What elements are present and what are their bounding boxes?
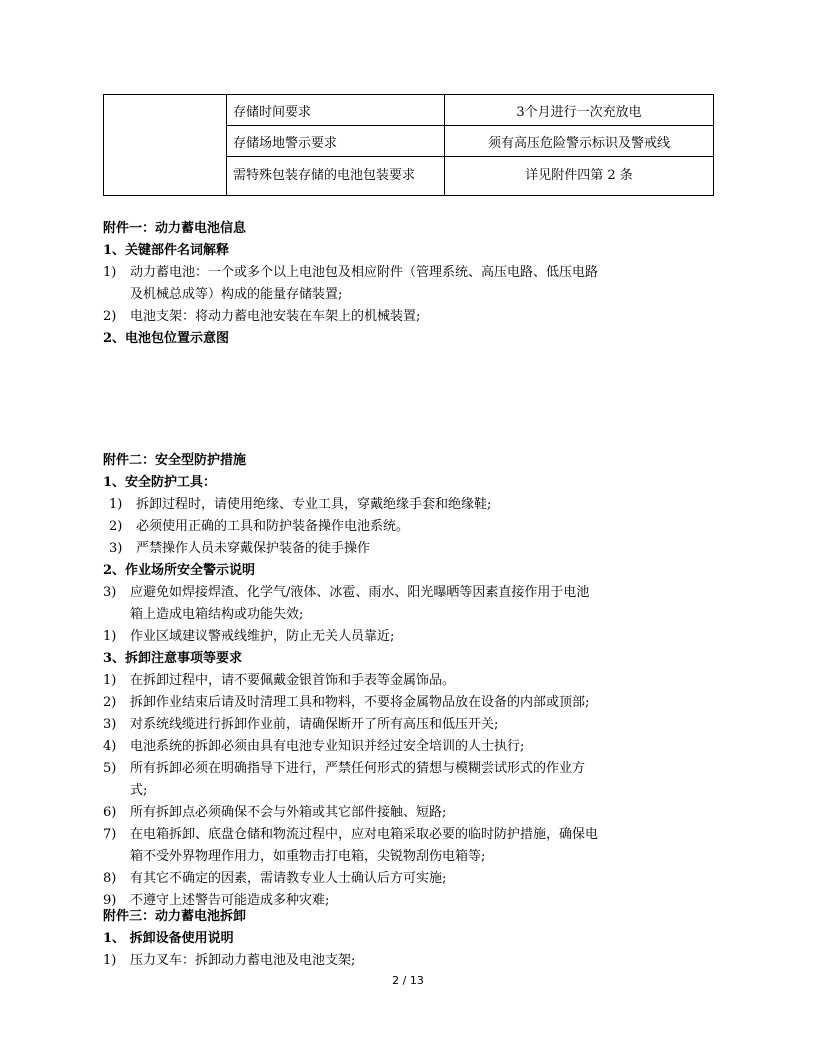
list-item (103, 950, 715, 972)
list-number: 8) (103, 871, 117, 886)
attachment-1-title: 附件一：动力蓄电池信息 (103, 221, 247, 236)
list-number: 4) (103, 739, 117, 754)
section-heading: 1、关键部件名词解释 (103, 243, 230, 258)
list-item (103, 306, 715, 328)
list-item (103, 824, 715, 846)
table-cell-empty (104, 95, 227, 196)
attachment-2-title: 附件二：安全型防护措施 (103, 453, 247, 468)
list-number: 1) (109, 497, 123, 512)
table-cell-value: 须有高压危险警示标识及警戒线 (445, 126, 714, 157)
list-number: 2) (103, 309, 117, 324)
section-heading: 2、作业场所安全警示说明 (103, 563, 256, 578)
list-text: 电池支架：将动力蓄电池安装在车架上的机械装置; (130, 309, 421, 324)
storage-requirements-table (103, 94, 714, 196)
table-cell-label: 存储场地警示要求 (227, 126, 445, 157)
list-number: 2) (109, 519, 123, 534)
list-text: 在电箱拆卸、底盘仓储和物流过程中，应对电箱采取必要的临时防护措施，确保电 (130, 827, 599, 842)
list-item-continuation: 箱不受外界物理作用力，如重物击打电箱，尖锐物刮伤电箱等; (130, 849, 486, 864)
table-cell-value: 详见附件四第 2 条 (445, 157, 714, 196)
list-item-continuation: 式; (130, 783, 148, 798)
list-number: 6) (103, 805, 117, 820)
list-text: 电池系统的拆卸必须由具有电池专业知识并经过安全培训的人士执行; (130, 739, 525, 754)
list-number: 1) (103, 673, 117, 688)
list-text: 必须使用正确的工具和防护装备操作电池系统。 (136, 519, 410, 534)
list-text: 所有拆卸点必须确保不会与外箱或其它部件接触、短路; (130, 805, 447, 820)
attachment-2-section (103, 450, 715, 912)
list-item (103, 494, 715, 516)
section-heading: 1、安全防护工具： (103, 475, 217, 490)
list-item (103, 670, 715, 692)
list-text: 动力蓄电池：一个或多个以上电池包及相应附件（管理系统、高压电路、低压电路 (130, 265, 599, 280)
list-number: 7) (103, 827, 117, 842)
section-heading: 3、拆卸注意事项等要求 (103, 651, 243, 666)
list-number: 1) (103, 265, 117, 280)
list-text: 拆卸过程时，请使用绝缘、专业工具，穿戴绝缘手套和绝缘鞋; (136, 497, 492, 512)
list-item (103, 802, 715, 824)
list-item (103, 692, 715, 714)
list-number: 3) (103, 585, 117, 600)
table-cell-label: 存储时间要求 (227, 95, 445, 126)
list-text: 拆卸作业结束后请及时清理工具和物料，不要将金属物品放在设备的内部或顶部; (130, 695, 590, 710)
list-number: 3) (109, 541, 123, 556)
list-number: 1) (103, 953, 117, 968)
list-text: 作业区域建议警戒线维护，防止无关人员靠近; (130, 629, 395, 644)
list-text: 不遵守上述警告可能造成多种灾难; (130, 893, 330, 908)
list-item (103, 868, 715, 890)
attachment-3-title: 附件三：动力蓄电池拆卸 (103, 909, 247, 924)
table-row (104, 95, 714, 126)
list-item (103, 736, 715, 758)
attachment-1-section (103, 218, 715, 350)
list-item (103, 262, 715, 284)
list-item (103, 758, 715, 780)
list-item-continuation: 箱上造成电箱结构或功能失效; (130, 607, 304, 622)
list-number: 2) (103, 695, 117, 710)
list-item-continuation: 及机械总成等）构成的能量存储装置; (130, 287, 343, 302)
list-item (103, 714, 715, 736)
list-number: 3) (103, 717, 117, 732)
section-heading: 1、 拆卸设备使用说明 (103, 931, 234, 946)
list-number: 9) (103, 893, 117, 908)
section-heading: 2、电池包位置示意图 (103, 331, 230, 346)
list-text: 在拆卸过程中，请不要佩戴金银首饰和手表等金属饰品。 (130, 673, 456, 688)
list-item (103, 538, 715, 560)
list-text: 对系统线缆进行拆卸作业前，请确保断开了所有高压和低压开关; (130, 717, 499, 732)
list-number: 1) (103, 629, 117, 644)
list-item (103, 626, 715, 648)
list-text: 有其它不确定的因素，需请教专业人士确认后方可实施; (130, 871, 447, 886)
table-cell-value: 3个月进行一次充放电 (445, 95, 714, 126)
table-cell-label: 需特殊包装存储的电池包装要求 (227, 157, 445, 196)
list-number: 5) (103, 761, 117, 776)
list-item (103, 516, 715, 538)
list-text: 所有拆卸必须在明确指导下进行，严禁任何形式的猜想与模糊尝试形式的作业方 (130, 761, 586, 776)
list-text: 应避免如焊接焊渣、化学气/液体、冰雹、雨水、阳光曝晒等因素直接作用于电池 (130, 585, 590, 600)
attachment-3-section (103, 906, 715, 972)
list-text: 严禁操作人员未穿戴保护装备的徒手操作 (136, 541, 371, 556)
list-item (103, 582, 715, 604)
page-number: 2 / 13 (392, 974, 424, 987)
list-text: 压力叉车：拆卸动力蓄电池及电池支架; (130, 953, 356, 968)
